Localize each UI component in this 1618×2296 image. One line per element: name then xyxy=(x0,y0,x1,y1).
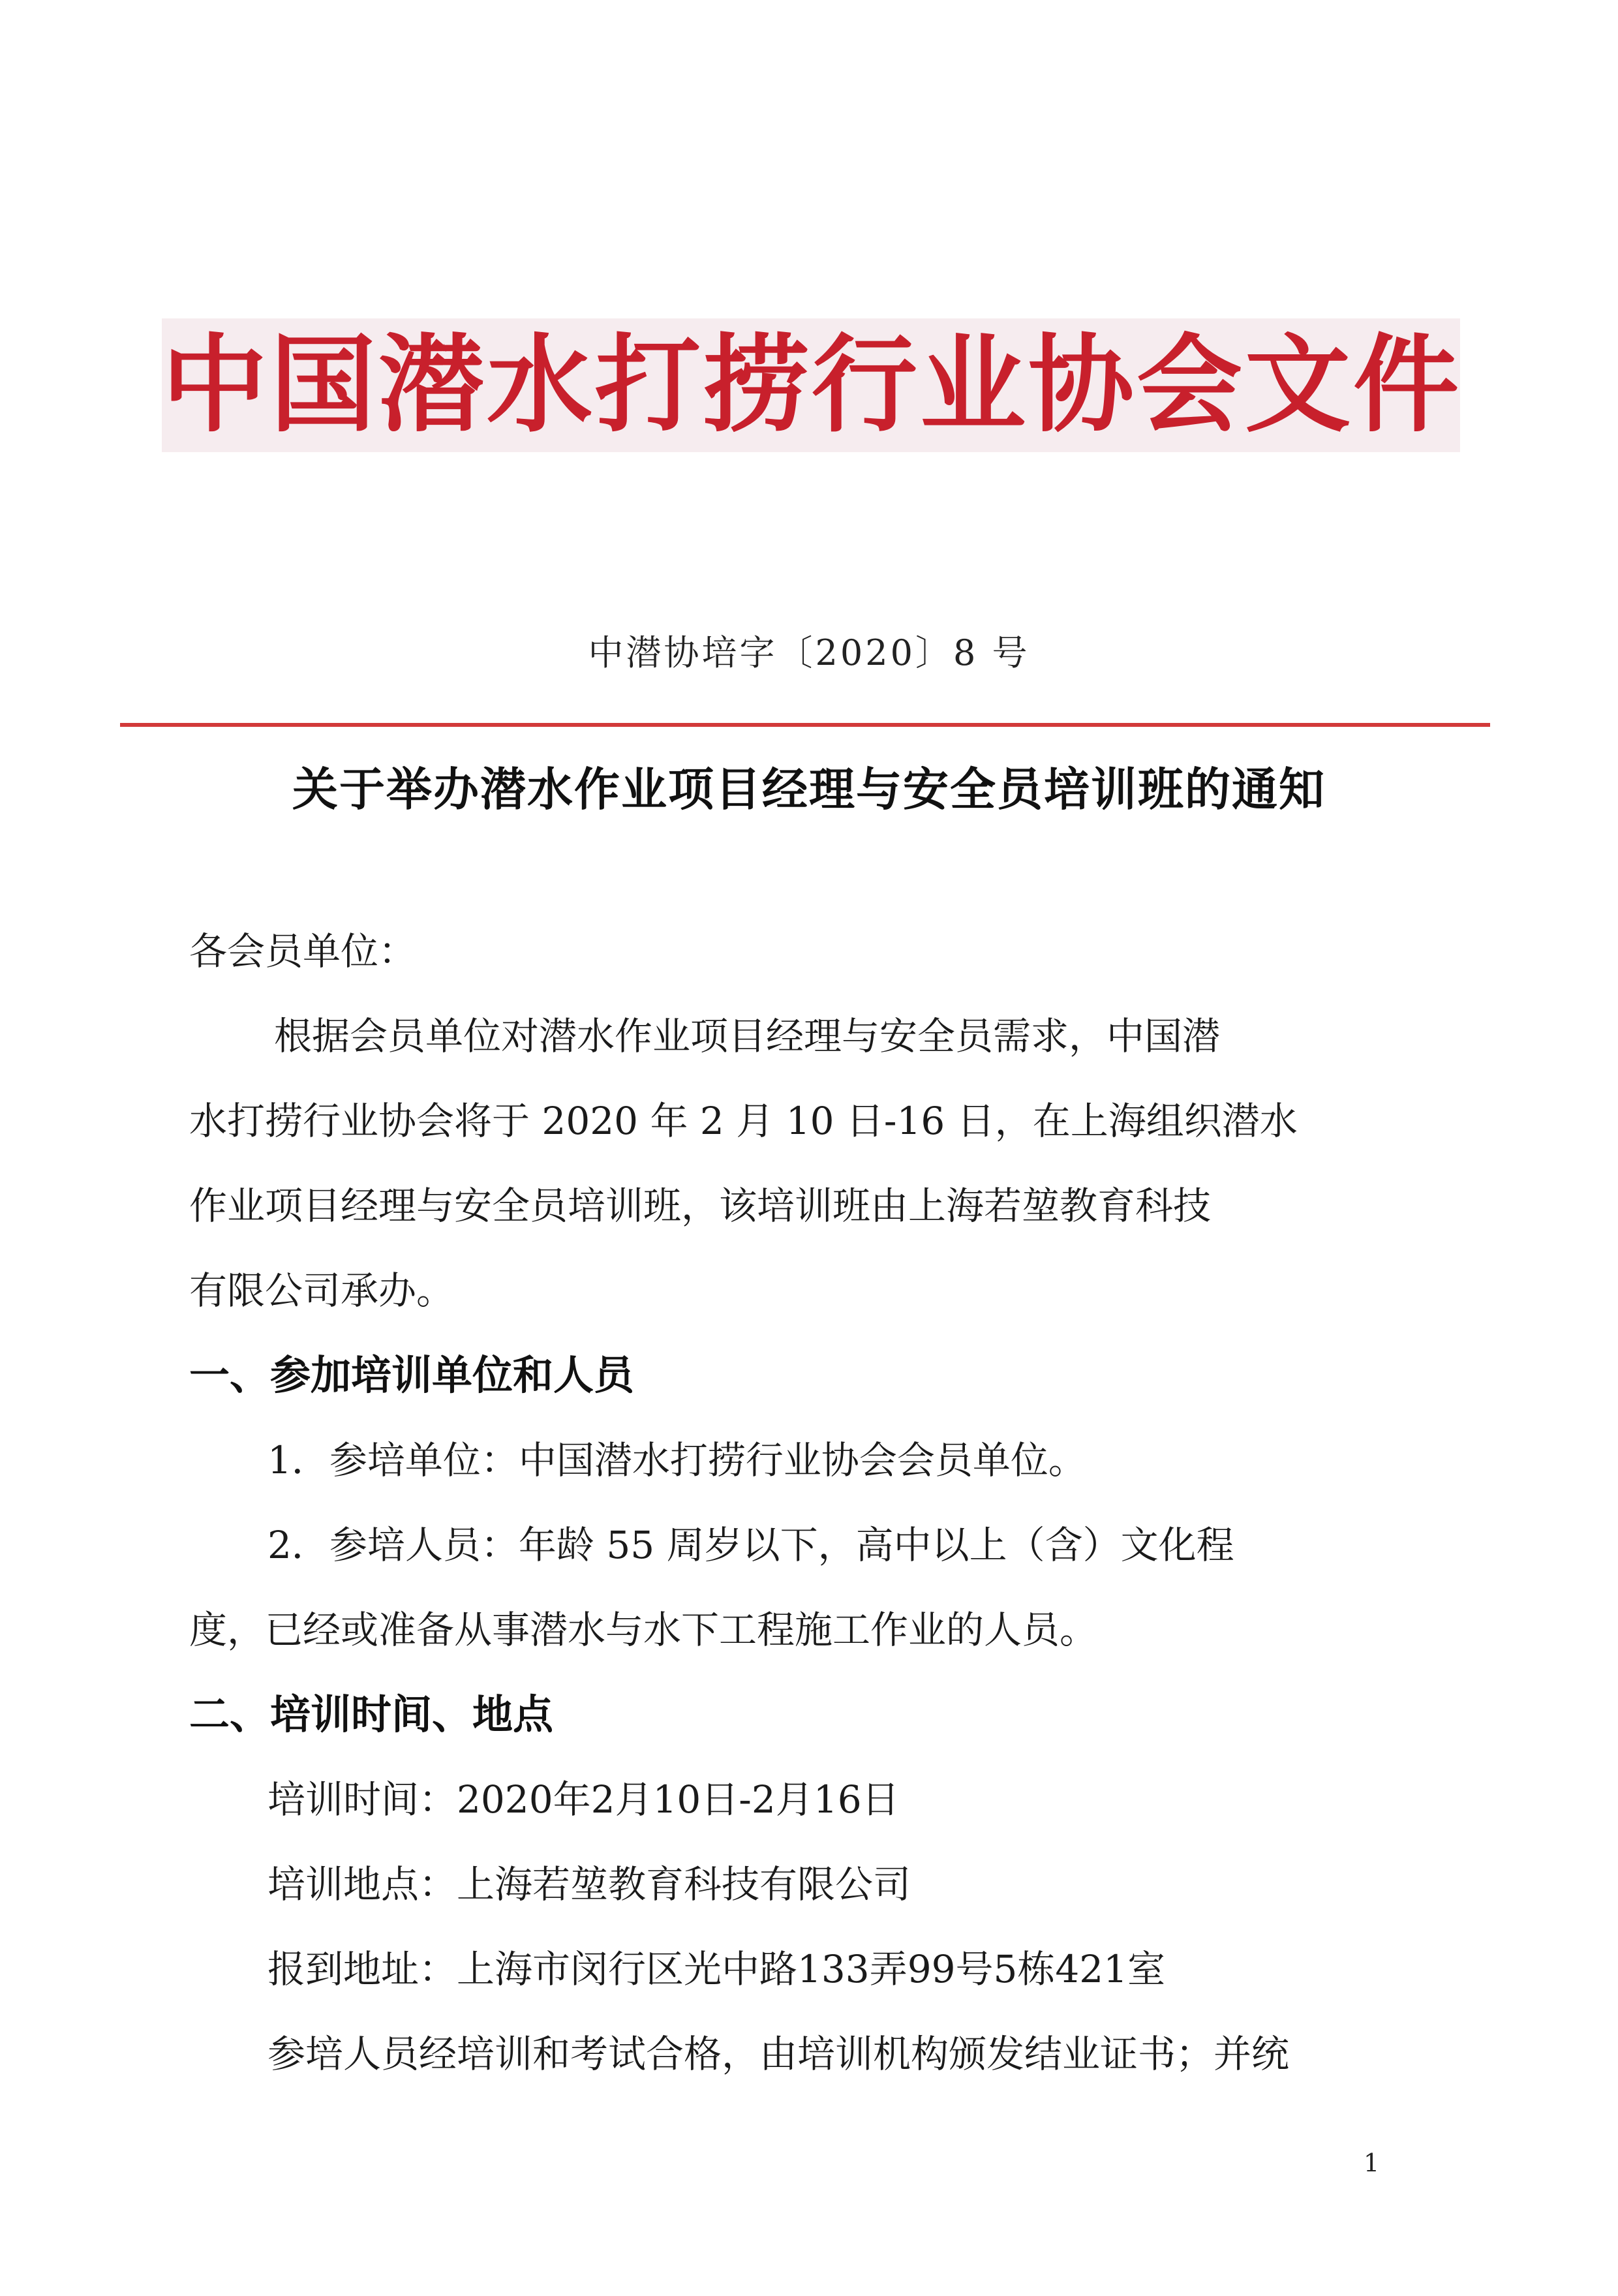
section-1-item-2-line-2: 度，已经或准备从事潜水与水下工程施工作业的人员。 xyxy=(189,1608,1098,1652)
page-number: 1 xyxy=(1364,2149,1380,2177)
section-1-item-2-line-1: 2．参培人员：年龄 55 周岁以下，高中以上（含）文化程 xyxy=(267,1523,1234,1567)
intro-line-1: 根据会员单位对潜水作业项目经理与安全员需求，中国潜 xyxy=(274,1014,1221,1058)
document-number: 中潜协培字〔2020〕8 号 xyxy=(588,632,1030,673)
document-title: 关于举办潜水作业项目经理与安全员培训班的通知 xyxy=(292,762,1326,816)
section-2-heading: 二、培训时间、地点 xyxy=(189,1691,554,1738)
certificate-line: 参培人员经培训和考试合格，由培训机构颁发结业证书；并统 xyxy=(267,2032,1290,2076)
training-time: 培训时间：2020年2月10日-2月16日 xyxy=(267,1777,900,1822)
intro-line-2: 水打捞行业协会将于 2020 年 2 月 10 日-16 日，在上海组织潜水 xyxy=(189,1099,1298,1143)
masthead-title: 中国潜水打捞行业协会文件 xyxy=(162,323,1461,447)
training-place: 培训地点：上海若堃教育科技有限公司 xyxy=(267,1862,911,1906)
intro-line-4: 有限公司承办。 xyxy=(189,1268,455,1313)
red-divider-line xyxy=(120,723,1490,727)
section-1-heading: 一、参加培训单位和人员 xyxy=(189,1351,635,1399)
registration-address: 报到地址：上海市闵行区光中路133弄99号5栋421室 xyxy=(267,1947,1166,1991)
section-1-item-1: 1．参培单位：中国潜水打捞行业协会会员单位。 xyxy=(267,1438,1086,1482)
intro-line-3: 作业项目经理与安全员培训班，该培训班由上海若堃教育科技 xyxy=(189,1184,1212,1228)
salutation: 各会员单位： xyxy=(189,929,417,973)
masthead-banner xyxy=(162,318,1460,452)
